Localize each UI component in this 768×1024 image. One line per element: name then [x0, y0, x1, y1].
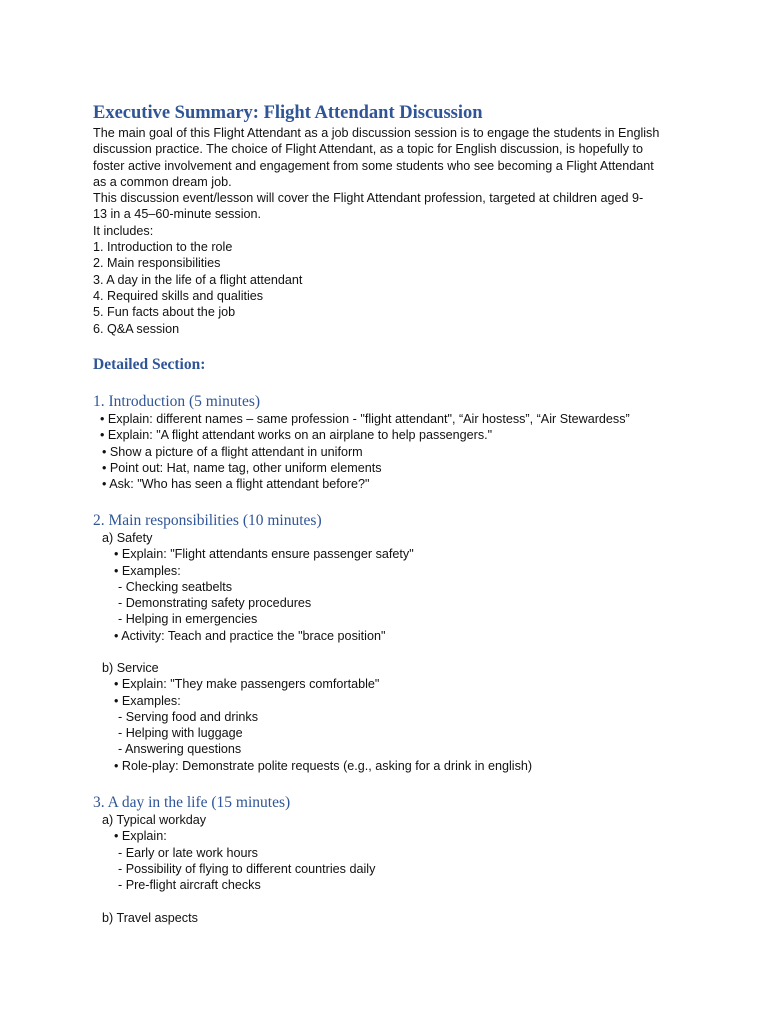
introduction-list [93, 411, 733, 492]
summary-list-item: 4. Required skills and qualities [93, 288, 264, 303]
example-item: - Pre-flight aircraft checks [118, 878, 261, 893]
list-item: • Activity: Teach and practice the "brace position" [114, 628, 386, 643]
example-item: - Early or late work hours [118, 845, 258, 860]
summary-line: It includes: [93, 223, 154, 238]
list-item: • Explain: [114, 829, 167, 844]
list-item: • Examples: [114, 563, 181, 578]
day-in-life-workday [93, 812, 733, 893]
list-item: • Explain: different names – same profession - "flight attendant", “Air hostess”, “Air Stewardess” [100, 412, 630, 426]
subsection-label: a) Typical workday [102, 813, 207, 827]
list-item: • Explain: "Flight attendants ensure passenger safety" [114, 547, 414, 562]
summary-line: as a common dream job. [93, 174, 232, 189]
executive-summary [93, 125, 693, 337]
example-item: - Demonstrating safety procedures [118, 596, 312, 611]
responsibilities-safety [93, 530, 733, 644]
detailed-section-heading: Detailed Section: [93, 356, 206, 373]
summary-list-item: 6. Q&A session [93, 321, 180, 336]
summary-list-item: 5. Fun facts about the job [93, 305, 236, 320]
summary-line: The main goal of this Flight Attendant as a job discussion session is to engage the students in English [93, 126, 660, 140]
subsection-label: b) Service [102, 661, 159, 675]
subsection-label: b) Travel aspects [102, 911, 198, 925]
example-item: - Possibility of flying to different countries daily [118, 861, 376, 876]
responsibilities-heading: 2. Main responsibilities (10 minutes) [93, 512, 322, 529]
summary-line: discussion practice. The choice of Flight Attendant, as a topic for English discussion, is hopefully to [93, 142, 643, 157]
summary-list-item: 1. Introduction to the role [93, 240, 233, 255]
example-item: - Helping in emergencies [118, 612, 258, 627]
list-item: • Examples: [114, 693, 181, 708]
subsection-label: a) Safety [102, 531, 153, 545]
introduction-heading: 1. Introduction (5 minutes) [93, 393, 261, 410]
example-item: - Serving food and drinks [118, 709, 259, 724]
summary-list-item: 2. Main responsibilities [93, 256, 221, 271]
summary-line: This discussion event/lesson will cover the Flight Attendant profession, targeted at children aged 9- [93, 191, 644, 206]
responsibilities-service [93, 660, 733, 774]
summary-list-item: 3. A day in the life of a flight attendant [93, 272, 303, 287]
summary-line: foster active involvement and engagement from some students who see becoming a Flight Attendant [93, 158, 654, 173]
example-item: - Answering questions [118, 742, 242, 757]
list-item: • Ask: "Who has seen a flight attendant before?" [102, 477, 370, 492]
example-item: - Helping with luggage [118, 726, 243, 741]
day-in-life-travel [93, 910, 733, 926]
list-item: • Point out: Hat, name tag, other uniform elements [102, 460, 382, 475]
list-item: • Explain: "They make passengers comfortable" [114, 677, 380, 692]
list-item: • Show a picture of a flight attendant in uniform [102, 444, 363, 459]
list-item: • Explain: "A flight attendant works on an airplane to help passengers." [100, 428, 493, 443]
document-title: Executive Summary: Flight Attendant Discussion [93, 103, 483, 123]
list-item: • Role-play: Demonstrate polite requests (e.g., asking for a drink in english) [114, 758, 533, 773]
day-in-life-heading: 3. A day in the life (15 minutes) [93, 794, 291, 811]
example-item: - Checking seatbelts [118, 579, 233, 594]
summary-line: 13 in a 45–60-minute session. [93, 207, 262, 222]
